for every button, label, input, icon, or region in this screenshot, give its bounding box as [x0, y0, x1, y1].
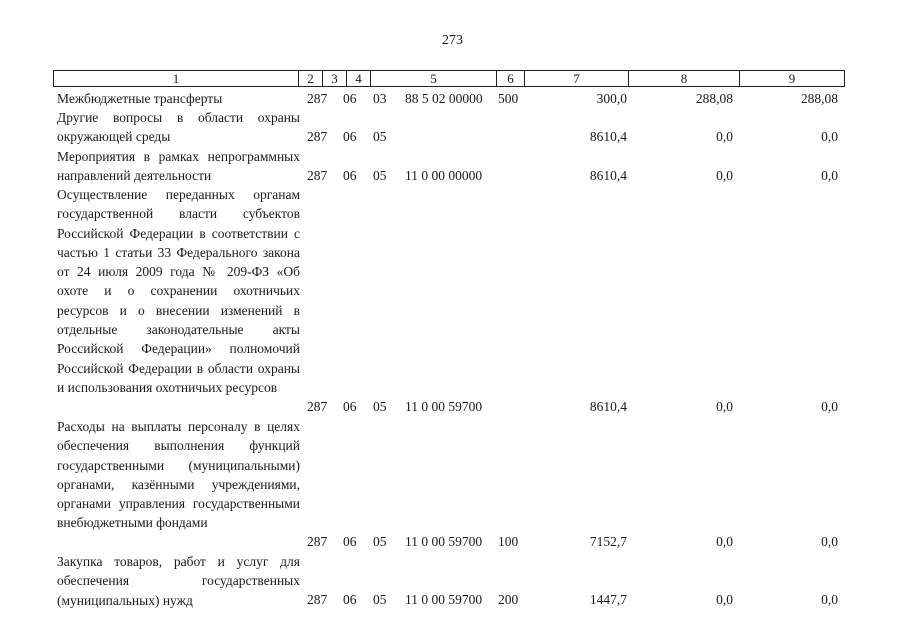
table-header-row — [53, 70, 845, 87]
row-col-8: 0,0 — [716, 129, 733, 144]
row-col-8: 0,0 — [716, 592, 733, 607]
row-col-2: 287 — [307, 399, 328, 414]
row-col-5: 11 0 00 00000 — [405, 168, 483, 183]
row-col-5: 11 0 00 59700 — [405, 399, 483, 414]
row-col-6: 200 — [498, 592, 519, 607]
row-description: Межбюджетные трансферты — [57, 91, 223, 106]
row-description: Расходы на выплаты персоналу в целях обеспечения выполнения функций государственными (муниципальными) органами, казёнными учреждениями, органами управления государственными внебюджетными фондами — [57, 419, 300, 531]
header-col-6: 6 — [497, 71, 525, 86]
row-col-3: 06 — [343, 592, 357, 607]
row-description: Закупка товаров, работ и услуг для обеспечения государственных (муниципальных) нужд — [57, 554, 300, 608]
row-col-2: 287 — [307, 592, 328, 607]
row-col-9: 0,0 — [821, 399, 838, 414]
row-col-3: 06 — [343, 129, 357, 144]
row-col-4: 03 — [373, 91, 387, 106]
header-col-9: 9 — [788, 71, 796, 86]
row-col-2: 287 — [307, 168, 328, 183]
row-col-5: 88 5 02 00000 — [405, 91, 483, 106]
header-col-3: 3 — [323, 71, 347, 86]
row-col-7: 300,0 — [596, 91, 627, 106]
header-col-5: 5 — [371, 71, 497, 86]
row-col-4: 05 — [373, 592, 387, 607]
row-col-8: 0,0 — [716, 168, 733, 183]
row-col-8: 0,0 — [716, 399, 733, 414]
row-col-4: 05 — [373, 168, 387, 183]
row-col-6: 500 — [498, 91, 519, 106]
row-col-7: 8610,4 — [589, 168, 627, 183]
row-col-8: 288,08 — [695, 91, 733, 106]
header-col-8: 8 — [629, 71, 740, 86]
row-col-6: 100 — [498, 534, 519, 549]
row-col-2: 287 — [307, 91, 328, 106]
row-col-3: 06 — [343, 534, 357, 549]
row-col-7: 8610,4 — [589, 399, 627, 414]
page-number: 273 — [442, 33, 463, 48]
row-col-5: 11 0 00 59700 — [405, 592, 483, 607]
header-col-1: 1 — [54, 71, 299, 86]
row-col-9: 0,0 — [821, 168, 838, 183]
row-col-8: 0,0 — [716, 534, 733, 549]
row-col-2: 287 — [307, 534, 328, 549]
row-col-5: 11 0 00 59700 — [405, 534, 483, 549]
header-col-2: 2 — [299, 71, 323, 86]
header-col-7: 7 — [525, 71, 629, 86]
row-col-3: 06 — [343, 91, 357, 106]
row-col-9: 288,08 — [800, 91, 838, 106]
row-col-4: 05 — [373, 534, 387, 549]
row-col-9: 0,0 — [821, 534, 838, 549]
row-description: Осуществление переданных органам государственной власти субъектов Российской Федерации в соответствии с частью 1 статьи 33 Федерального закона от 24 июля 2009 года № 209-ФЗ «Об охоте и о сохранении охотничьих ресурсов и о внесении изменений в отдельные законодательные акты Российской Федерации» полномочий Российской Федерации в области охраны и использования охотничьих ресурсов — [57, 187, 300, 395]
row-col-9: 0,0 — [821, 129, 838, 144]
row-col-2: 287 — [307, 129, 328, 144]
row-col-7: 7152,7 — [589, 534, 627, 549]
row-col-4: 05 — [373, 399, 387, 414]
row-col-7: 1447,7 — [589, 592, 627, 607]
row-col-9: 0,0 — [821, 592, 838, 607]
row-description: Мероприятия в рамках непрограммных направлений деятельности — [57, 149, 300, 184]
row-col-7: 8610,4 — [589, 129, 627, 144]
header-col-4: 4 — [347, 71, 371, 86]
row-col-4: 05 — [373, 129, 387, 144]
row-description: Другие вопросы в области охраны окружающей среды — [57, 110, 300, 145]
row-col-3: 06 — [343, 399, 357, 414]
row-col-3: 06 — [343, 168, 357, 183]
